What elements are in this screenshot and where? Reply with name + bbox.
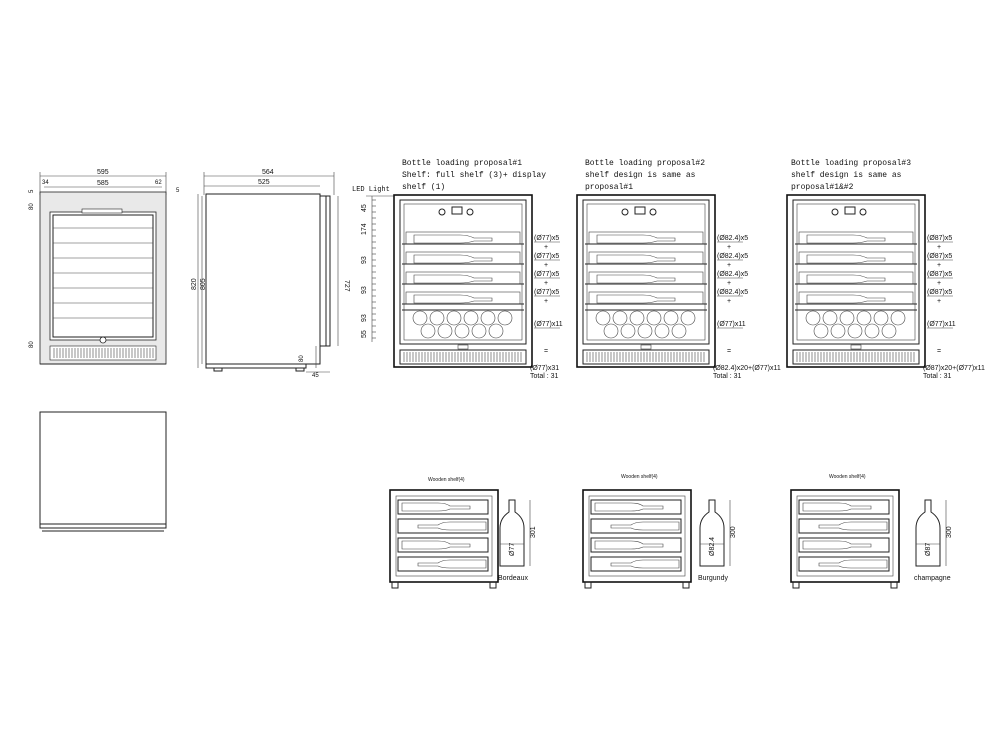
proposal-line3: proposal#1&#2: [791, 183, 854, 192]
operator: +: [544, 262, 549, 269]
bottle-end: [840, 311, 854, 325]
row-count: (Ø77)x11: [717, 321, 746, 328]
bottle-name: champagne: [914, 575, 951, 582]
wooden-shelf-3: [791, 474, 953, 588]
side-dim-bottom-45: 45: [312, 373, 319, 379]
proposal-formula: (Ø82.4)x20+(Ø77)x11: [713, 365, 781, 372]
bottle-side: [807, 255, 885, 263]
proposal-3: [787, 159, 985, 380]
front-dim-right-5: 5: [176, 188, 180, 194]
shelf-bottle: [418, 560, 486, 568]
row-count: (Ø77)x5: [534, 235, 560, 242]
side-height-body: 805: [200, 278, 207, 290]
bottle-end: [806, 311, 820, 325]
front-dim-left-small: 34: [42, 180, 49, 186]
bottle-end: [672, 324, 686, 338]
proposal-line3: shelf (1): [402, 183, 446, 192]
bottle-side: [414, 255, 492, 263]
operator: +: [937, 244, 942, 251]
front-dim-top-left: 80: [29, 203, 35, 210]
bottle-height: 300: [730, 526, 737, 538]
bottle-end: [430, 311, 444, 325]
front-view: [29, 169, 180, 364]
front-dim-bottom-left: 80: [29, 341, 35, 348]
bottle-end: [814, 324, 828, 338]
operator: =: [937, 348, 942, 355]
row-count: (Ø87)x5: [927, 289, 953, 296]
led-light-label: LED Light: [352, 186, 390, 194]
proposal-formula: (Ø77)x31: [530, 365, 560, 372]
shelf-bottle: [611, 522, 679, 530]
front-dim-left-5: 5: [29, 189, 35, 193]
operator: +: [937, 262, 942, 269]
operator: +: [727, 280, 732, 287]
front-width-total: 595: [97, 169, 109, 176]
shelf-bottle: [402, 503, 470, 511]
operator: +: [727, 298, 732, 305]
shelf-bottle: [595, 503, 663, 511]
row-count: (Ø82.4)x5: [717, 235, 749, 242]
shelf-title: Wooden shelf(4): [428, 477, 465, 483]
bottle-diameter: Ø82.4: [709, 536, 716, 556]
top-view: [40, 412, 166, 531]
proposal-line3: proposal#1: [585, 183, 634, 192]
shelf-bottle: [402, 541, 470, 549]
bottle-end: [857, 311, 871, 325]
bottle-name: Bordeaux: [498, 575, 528, 582]
bottle-side: [414, 235, 492, 243]
rack-dimension-ruler: [366, 196, 394, 342]
bottle-end: [874, 311, 888, 325]
operator: =: [544, 348, 549, 355]
bottle-side: [414, 275, 492, 283]
bottle-end: [481, 311, 495, 325]
side-dim-bottom-80: 80: [299, 355, 305, 362]
rack-dim-label: 93: [361, 256, 368, 264]
rack-dim-label: 93: [361, 314, 368, 322]
rack-dim-label: 55: [361, 330, 368, 338]
operator: +: [727, 244, 732, 251]
bottle-end: [848, 324, 862, 338]
bottle-end: [489, 324, 503, 338]
bottle-diameter: Ø87: [925, 542, 932, 556]
bottle-height: 300: [946, 526, 953, 538]
shelf-bottle: [819, 560, 887, 568]
bottle-end: [647, 311, 661, 325]
proposal-line2: Shelf: full shelf (3)+ display: [402, 171, 547, 180]
shelf-title: Wooden shelf(4): [621, 474, 658, 480]
row-count: (Ø87)x5: [927, 235, 953, 242]
proposal-line2: shelf design is same as: [585, 171, 696, 180]
operator: +: [727, 262, 732, 269]
side-height-total: 820: [191, 278, 198, 290]
bottle-end: [621, 324, 635, 338]
bottle-end: [604, 324, 618, 338]
bottle-name: Burgundy: [698, 575, 728, 582]
cabinet-outline: [787, 195, 925, 367]
proposal-1: [394, 159, 563, 380]
row-count: (Ø77)x5: [534, 271, 560, 278]
operator: +: [544, 298, 549, 305]
bottle-side: [807, 275, 885, 283]
bottle-end: [891, 311, 905, 325]
bottle-end: [447, 311, 461, 325]
side-height-door: 727: [343, 280, 350, 292]
bottle-end: [664, 311, 678, 325]
bottle-end: [882, 324, 896, 338]
bottle-end: [831, 324, 845, 338]
bottle-end: [498, 311, 512, 325]
front-dim-right-small: 62: [155, 180, 162, 186]
row-count: (Ø82.4)x5: [717, 271, 749, 278]
front-width-inner: 585: [97, 180, 109, 187]
row-count: (Ø82.4)x5: [717, 253, 749, 260]
bottle-end: [681, 311, 695, 325]
row-count: (Ø77)x11: [927, 321, 956, 328]
bottle-end: [596, 311, 610, 325]
bottle-end: [865, 324, 879, 338]
row-count: (Ø77)x11: [534, 321, 563, 328]
wooden-shelf-2: [583, 474, 737, 588]
rack-dim-label: 93: [361, 286, 368, 294]
proposal-total: Total : 31: [530, 373, 559, 380]
cabinet-outline: [394, 195, 532, 367]
bottle-end: [421, 324, 435, 338]
rack-dim-label: 174: [361, 223, 368, 235]
operator: +: [544, 244, 549, 251]
bottle-side: [597, 275, 675, 283]
operator: +: [937, 298, 942, 305]
bottle-end: [472, 324, 486, 338]
proposal-title: Bottle loading proposal#1: [402, 159, 523, 168]
shelf-bottle: [803, 503, 871, 511]
side-view: [191, 169, 350, 379]
shelf-bottle: [803, 541, 871, 549]
side-depth-body: 525: [258, 179, 270, 186]
shelf-bottle: [611, 560, 679, 568]
bottle-side: [597, 255, 675, 263]
shelf-bottle: [418, 522, 486, 530]
row-count: (Ø82.4)x5: [717, 289, 749, 296]
operator: =: [727, 348, 732, 355]
bottle-side: [597, 295, 675, 303]
shelf-title: Wooden shelf(4): [829, 474, 866, 480]
proposal-title: Bottle loading proposal#2: [585, 159, 706, 168]
bottle-height: 301: [530, 526, 537, 538]
cabinet-outline: [577, 195, 715, 367]
shelf-bottle: [819, 522, 887, 530]
row-count: (Ø77)x5: [534, 253, 560, 260]
bottle-end: [455, 324, 469, 338]
bottle-side: [807, 295, 885, 303]
row-count: (Ø87)x5: [927, 271, 953, 278]
shelf-bottle: [595, 541, 663, 549]
operator: +: [544, 280, 549, 287]
bottle-side: [807, 235, 885, 243]
bottle-side: [414, 295, 492, 303]
row-count: (Ø77)x5: [534, 289, 560, 296]
proposal-line2: shelf design is same as: [791, 171, 902, 180]
operator: +: [937, 280, 942, 287]
proposal-total: Total : 31: [923, 373, 952, 380]
bottle-end: [655, 324, 669, 338]
bottle-end: [438, 324, 452, 338]
wooden-shelf-1: [390, 477, 537, 588]
bottle-end: [464, 311, 478, 325]
proposal-2: [577, 159, 781, 380]
bottle-diameter: Ø77: [509, 542, 516, 556]
proposal-title: Bottle loading proposal#3: [791, 159, 912, 168]
bottle-end: [638, 324, 652, 338]
proposal-total: Total : 31: [713, 373, 742, 380]
side-depth-total: 564: [262, 169, 274, 176]
bottle-side: [597, 235, 675, 243]
proposal-formula: (Ø87)x20+(Ø77)x11: [923, 365, 985, 372]
bottle-end: [823, 311, 837, 325]
bottle-end: [613, 311, 627, 325]
bottle-end: [630, 311, 644, 325]
row-count: (Ø87)x5: [927, 253, 953, 260]
rack-dim-label: 45: [361, 204, 368, 212]
bottle-end: [413, 311, 427, 325]
